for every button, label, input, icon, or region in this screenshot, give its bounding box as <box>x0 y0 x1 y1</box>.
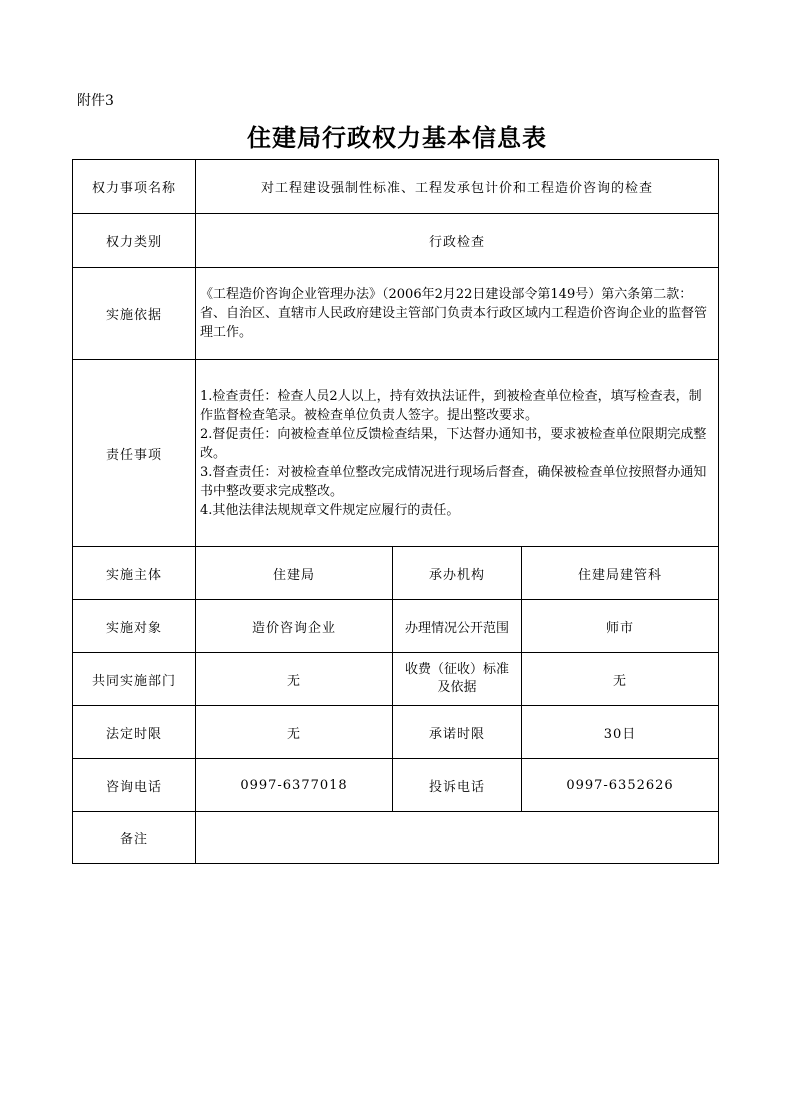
basis-value: 《工程造价咨询企业管理办法》（2006年2月22日建设部令第149号）第六条第二款：省、自治区、直辖市人民政府建设主管部门负责本行政区域内工程造价咨询企业的监督管理工作。 <box>196 268 719 360</box>
responsibility-item: 1.检查责任：检查人员2人以上，持有效执法证件，到被检查单位检查，填写检查表，制作监督检查笔录。被检查单位负责人签字。提出整改要求。 <box>200 388 702 423</box>
subject-label: 实施主体 <box>73 547 196 600</box>
remarks-label: 备注 <box>73 812 196 864</box>
page-title: 住建局行政权力基本信息表 <box>247 124 547 152</box>
responsibilities-value <box>196 360 719 547</box>
row-basis <box>73 268 719 360</box>
fee-standard-label-line1: 收费（征收）标准 <box>404 662 509 677</box>
row-phone <box>73 759 719 812</box>
row-power-name <box>73 160 719 214</box>
handling-agency-label: 承办机构 <box>393 547 522 600</box>
row-power-category <box>73 214 719 268</box>
row-subject <box>73 547 719 600</box>
complaint-phone-value: 0997-6352626 <box>522 759 719 812</box>
disclosure-scope-value: 师市 <box>522 600 719 653</box>
fee-standard-label <box>393 653 522 706</box>
power-category-value: 行政检查 <box>196 214 719 268</box>
complaint-phone-label: 投诉电话 <box>393 759 522 812</box>
consult-phone-value: 0997-6377018 <box>196 759 393 812</box>
responsibility-item: 4.其他法律法规规章文件规定应履行的责任。 <box>200 502 460 518</box>
attachment-label: 附件3 <box>77 93 114 109</box>
row-joint <box>73 653 719 706</box>
consult-phone-label: 咨询电话 <box>73 759 196 812</box>
info-table <box>72 159 719 864</box>
power-name-value: 对工程建设强制性标准、工程发承包计价和工程造价咨询的检查 <box>196 160 719 214</box>
subject-value: 住建局 <box>196 547 393 600</box>
responsibility-item: 2.督促责任：向被检查单位反馈检查结果，下达督办通知书，要求被检查单位限期完成整改。 <box>200 426 707 461</box>
handling-agency-value: 住建局建管科 <box>522 547 719 600</box>
promised-time-limit-value: 30日 <box>522 706 719 759</box>
basis-label: 实施依据 <box>73 268 196 360</box>
row-remarks <box>73 812 719 864</box>
remarks-value <box>196 812 719 864</box>
row-responsibilities <box>73 360 719 547</box>
target-value: 造价咨询企业 <box>196 600 393 653</box>
responsibility-item: 3.督查责任：对被检查单位整改完成情况进行现场后督查，确保被检查单位按照督办通知书中整改要求完成整改。 <box>200 464 707 499</box>
target-label: 实施对象 <box>73 600 196 653</box>
row-time-limit <box>73 706 719 759</box>
row-target <box>73 600 719 653</box>
joint-department-value: 无 <box>196 653 393 706</box>
fee-standard-label-line2: 及依据 <box>437 680 477 695</box>
legal-time-limit-value: 无 <box>196 706 393 759</box>
power-name-label: 权力事项名称 <box>73 160 196 214</box>
disclosure-scope-label: 办理情况公开范围 <box>393 600 522 653</box>
promised-time-limit-label: 承诺时限 <box>393 706 522 759</box>
fee-standard-value: 无 <box>522 653 719 706</box>
responsibilities-label: 责任事项 <box>73 360 196 547</box>
legal-time-limit-label: 法定时限 <box>73 706 196 759</box>
joint-department-label: 共同实施部门 <box>73 653 196 706</box>
power-category-label: 权力类别 <box>73 214 196 268</box>
